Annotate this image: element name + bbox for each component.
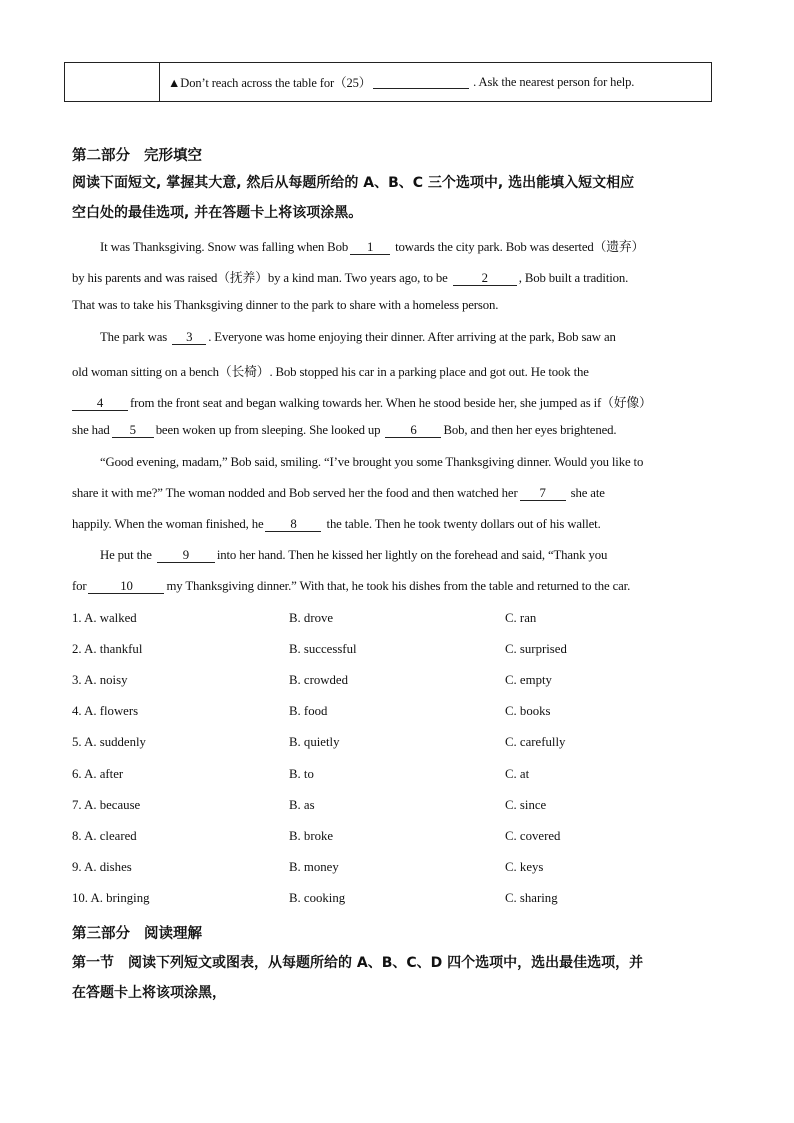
table-row [64,62,712,102]
part3-heading [72,922,202,943]
option-row: 10. A. bringing B. cooking C. sharing [72,891,558,905]
blank-5: 5 [112,424,154,438]
passage-line: The park was 3 . Everyone was home enjoying their dinner. After arriving at the park, Bob saw an [100,330,616,344]
passage-line: It was Thanksgiving. Snow was falling when Bob 1 towards the city park. Bob was deserted（遗弃） [100,240,645,254]
part2-number: 第二部分 [72,148,130,164]
passage-line: He put the 9 into her hand. Then he kissed her lightly on the forehead and said, “Thank you [100,548,608,562]
blank-6: 6 [385,424,441,438]
passage-line: old woman sitting on a bench（长椅）. Bob stopped his car in a parking place and got out. He took the [72,365,589,379]
part3-title: 阅读理解 [144,926,202,942]
passage-line: “Good evening, madam,” Bob said, smiling. “I’ve brought you some Thanksgiving dinner. Would you like to [100,455,644,469]
blank-8: 8 [265,518,321,532]
part3-number: 第三部分 [72,926,130,942]
answer-blank-25 [373,76,469,89]
blank-1: 1 [350,241,390,255]
option-row: 6. A. after B. to C. at [72,767,530,781]
table-cell-text [160,63,711,101]
option-row: 3. A. noisy B. crowded C. empty [72,673,552,687]
blank-7: 7 [520,487,566,501]
table-cell-empty [65,63,160,101]
blank-9: 9 [157,549,215,563]
passage-line: happily. When the woman finished, he 8 the table. Then he took twenty dollars out of his wallet. [72,517,601,531]
blank-4: 4 [72,397,128,411]
part2-instruction-2: 空白处的最佳选项, 并在答题卡上将该项涂黑。 [72,205,363,221]
passage-line: That was to take his Thanksgiving dinner to the park to share with a homeless person. [72,298,499,312]
option-row: 7. A. because B. as C. since [72,798,547,812]
table-text-before: ▲Don’t reach across the table for（25） [168,76,372,90]
passage-line: she had 5 been woken up from sleeping. She looked up 6 Bob, and then her eyes brightened. [72,423,617,437]
option-row: 5. A. suddenly B. quietly C. carefully [72,735,566,749]
part3-instruction-1: 第一节 阅读下列短文或图表，从每题所给的 A、B、C、D 四个选项中，选出最佳选项，并 [72,955,644,971]
blank-3: 3 [172,331,206,345]
option-row: 2. A. thankful B. successful C. surprised [72,642,567,656]
part2-title: 完形填空 [144,148,202,164]
option-row: 1. A. walked B. drove C. ran [72,611,537,625]
table-text-after: . Ask the nearest person for help. [473,74,635,89]
blank-2: 2 [453,272,517,286]
passage-line: share it with me?” The woman nodded and Bob served her the food and then watched her 7 she ate [72,486,605,500]
option-row: 4. A. flowers B. food C. books [72,704,551,718]
part2-instruction-1: 阅读下面短文, 掌握其大意, 然后从每题所给的 A、B、C 三个选项中, 选出能填入短文相应 [72,175,635,191]
part2-heading [72,144,202,165]
passage-line: for 10 my Thanksgiving dinner.” With that, he took his dishes from the table and returned to the car. [72,579,631,593]
part3-section: 第一节 [72,955,114,971]
option-row: 9. A. dishes B. money C. keys [72,860,544,874]
option-row: 8. A. cleared B. broke C. covered [72,829,561,843]
blank-10: 10 [88,580,164,594]
passage-line: by his parents and was raised（抚养）by a kind man. Two years ago, to be 2 , Bob built a tradition. [72,271,629,285]
part3-instruction-2: 在答题卡上将该项涂黑， [72,985,226,1001]
passage-line: 4 from the front seat and began walking towards her. When he stood beside her, she jumped as if（好像） [72,392,652,411]
